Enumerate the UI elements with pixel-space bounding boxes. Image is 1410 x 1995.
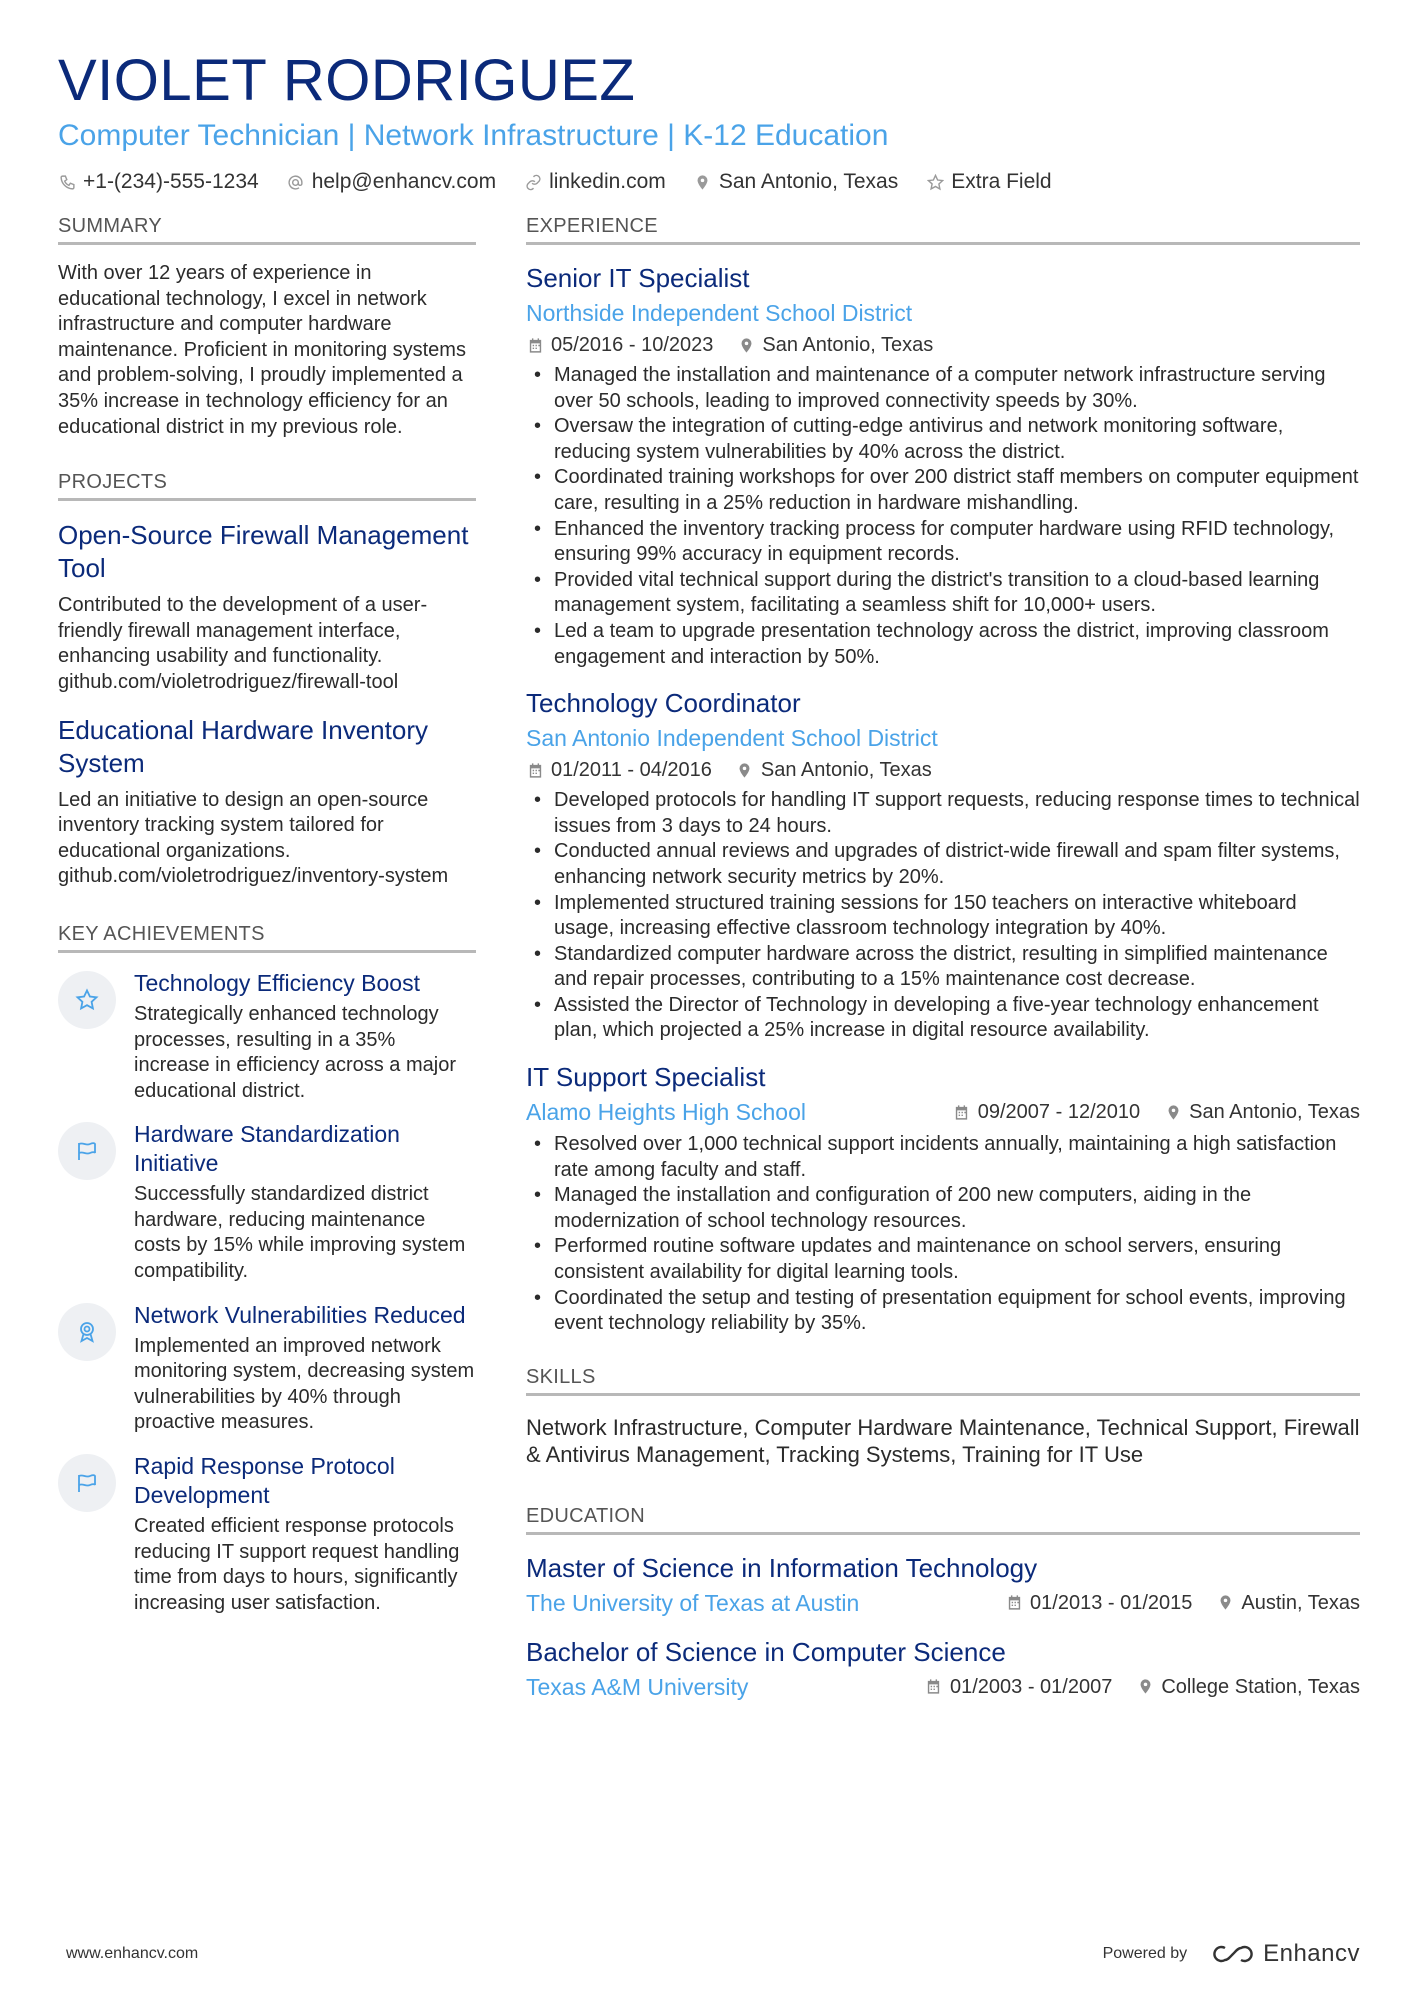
project-link[interactable]: github.com/violetrodriguez/inventory-system [58,865,449,888]
project-item [58,714,476,890]
job-meta [953,1098,1360,1126]
location-pin-icon [1136,1678,1154,1696]
contact-phone [58,170,259,194]
location-pin-icon [1164,1103,1182,1121]
job-dates [526,331,713,359]
job-meta [526,756,1360,784]
education-entry [526,1635,1360,1703]
resume-header [58,48,1358,194]
education-section [526,1502,1360,1703]
projects-heading: PROJECTS [58,468,476,501]
education-location [1216,1589,1360,1617]
education-location-text: College Station, Texas [1161,1675,1360,1698]
contact-location-text: San Antonio, Texas [718,170,899,193]
list-item: • Standardized computer hardware across the district, resulting in simplified maintenance and repair processes, contributing to a 15% maintenance cost decrease. [526,942,1360,993]
list-item: • Oversaw the integration of cutting-edge antivirus and network monitoring software, reducing system vulnerabilities by 40% across the district. [526,414,1360,465]
contact-phone-text: +1-(234)-555-1234 [83,170,259,193]
achievement-item [58,1452,476,1616]
calendar-icon [1005,1594,1023,1612]
job-dates-text: 01/2011 - 04/2016 [551,759,712,782]
location-pin-icon [694,173,712,191]
brand-logo[interactable] [1211,1940,1360,1968]
job-title: Senior IT Specialist [526,263,750,293]
list-item: • Implemented structured training sessions for 150 teachers on interactive whiteboard usage, increasing effective classroom technology integration by 40%. [526,891,1360,942]
job-bullets [526,788,1360,1044]
location-pin-icon [1216,1594,1234,1612]
job-bullets [526,363,1360,670]
calendar-icon [526,761,544,779]
education-dates [925,1673,1112,1701]
education-entry [526,1551,1360,1619]
summary-heading: SUMMARY [58,212,476,245]
project-link[interactable]: github.com/violetrodriguez/firewall-tool [58,670,399,693]
achievement-title: Rapid Response Protocol Development [134,1453,395,1509]
job-company-row [526,1094,1360,1128]
right-column [526,212,1360,1703]
location-pin-icon [736,761,754,779]
job-location [737,331,933,359]
education-meta [1005,1589,1360,1617]
school-name: Texas A&M University [526,1673,749,1700]
job-meta [526,331,1360,359]
list-item: • Led a team to upgrade presentation technology across the district, improving classroom engagement and interaction by 50%. [526,619,1360,670]
project-description [58,788,476,890]
brand-name: Enhancv [1263,1940,1360,1967]
skills-heading: SKILLS [526,1363,1360,1396]
project-item [58,519,476,695]
list-item: • Resolved over 1,000 technical support incidents annually, maintaining a high satisfaction rate among faculty and staff. [526,1132,1360,1183]
calendar-icon [953,1103,971,1121]
education-dates [1005,1589,1192,1617]
calendar-icon [526,336,544,354]
achievement-description: Strategically enhanced technology processes, resulting in a 35% increase in efficiency across a major educational district. [134,1002,456,1102]
candidate-name: VIOLET RODRIGUEZ [58,48,636,113]
job-company: San Antonio Independent School District [526,725,938,752]
education-meta [925,1673,1360,1701]
flag-icon [58,1454,116,1512]
contact-linkedin-text: linkedin.com [549,170,666,193]
education-location [1136,1673,1360,1701]
job-dates [526,756,712,784]
flag-icon [58,1122,116,1180]
achievement-title: Network Vulnerabilities Reduced [134,1301,466,1328]
job-location-text: San Antonio, Texas [762,334,934,356]
degree-title: Master of Science in Information Technology [526,1552,1038,1583]
project-title: Educational Hardware Inventory System [58,714,428,778]
powered-by [1103,1940,1360,1968]
summary-text: With over 12 years of experience in educational technology, I excel in network infrastructure and computer hardware maintenance. Proficient in monitoring systems and problem-solving, I proudly implemented a 35% increase in technology efficiency for an educational district in my previous role. [58,262,466,438]
job-location-text: San Antonio, Texas [1189,1101,1360,1124]
project-title: Open-Source Firewall Management Tool [58,520,469,584]
job-entry [526,261,1360,670]
education-dates-text: 01/2003 - 01/2007 [949,1675,1113,1698]
achievements-heading: KEY ACHIEVEMENTS [58,920,476,953]
degree-title: Bachelor of Science in Computer Science [526,1636,1006,1667]
projects-section [58,468,476,890]
job-dates [953,1098,1140,1126]
left-column [58,212,476,1616]
job-entry [526,686,1360,1044]
page-footer [66,1940,1360,1968]
achievement-description: Successfully standardized district hardware, reducing maintenance costs by 15% while improving system compatibility. [134,1183,466,1283]
contact-linkedin[interactable] [524,170,666,194]
achievement-title: Technology Efficiency Boost [134,969,420,996]
achievements-section [58,920,476,1617]
skills-section [526,1363,1360,1468]
school-name: The University of Texas at Austin [526,1589,860,1616]
job-location [1164,1098,1360,1126]
job-location [736,756,932,784]
education-heading: EDUCATION [526,1502,1360,1535]
contact-email[interactable] [287,170,496,194]
education-row [526,1585,1360,1619]
list-item: • Developed protocols for handling IT support requests, reducing response times to technical issues from 3 days to 24 hours. [526,788,1360,839]
award-icon [58,1303,116,1361]
achievement-item [58,1301,476,1436]
enhancv-logo-icon [1211,1943,1255,1965]
achievement-item [58,1120,476,1284]
location-pin-icon [737,336,755,354]
list-item: • Coordinated training workshops for over 200 district staff members on computer equipment care, resulting in a 25% reduction in hardware mishandling. [526,465,1360,516]
job-title: Technology Coordinator [526,688,801,719]
list-item: • Performed routine software updates and maintenance on school servers, ensuring consistent availability for digital learning tools. [526,1234,1360,1285]
education-location-text: Austin, Texas [1241,1591,1360,1614]
job-dates-text: 09/2007 - 12/2010 [977,1101,1141,1124]
job-entry [526,1060,1360,1337]
phone-icon [58,173,76,191]
skills-text: Network Infrastructure, Computer Hardware Maintenance, Technical Support, Firewall & Antivirus Management, Tracking Systems, Training for IT Use [526,1414,1360,1467]
job-bullets [526,1132,1360,1337]
job-location-text: San Antonio, Texas [760,759,932,782]
list-item: • Assisted the Director of Technology in developing a five-year technology enhancement plan, which projected a 25% increase in digital resource availability. [526,993,1360,1044]
education-dates-text: 01/2013 - 01/2015 [1030,1591,1193,1614]
list-item: • Conducted annual reviews and upgrades of district-wide firewall and spam filter systems, enhancing network security metrics by 20%. [526,839,1360,890]
project-description [58,593,476,695]
job-title: IT Support Specialist [526,1062,766,1093]
list-item: • Coordinated the setup and testing of presentation equipment for school events, improving event technology reliability by 35%. [526,1286,1360,1337]
calendar-icon [925,1678,943,1696]
job-company: Alamo Heights High School [526,1099,806,1126]
experience-section [526,212,1360,1337]
list-item: • Managed the installation and configuration of 200 new computers, aiding in the modernization of school technology resources. [526,1183,1360,1234]
contact-email-text: help@enhancv.com [311,170,497,193]
candidate-subtitle: Computer Technician | Network Infrastructure | K-12 Education [58,119,889,152]
job-dates-text: 05/2016 - 10/2023 [551,334,714,356]
list-item: • Enhanced the inventory tracking process for computer hardware using RFID technology, ensuring 99% accuracy in equipment records. [526,517,1360,568]
link-icon [524,173,542,191]
project-desc-text: Contributed to the development of a user-friendly firewall management interface, enhancing usability and functionality. [58,594,428,668]
achievement-item [58,969,476,1104]
achievement-description: Created efficient response protocols reducing IT support request handling time from days to hours, significantly increasing user satisfaction. [134,1515,460,1614]
star-icon [926,173,944,191]
summary-section [58,212,476,440]
contact-extra-text: Extra Field [951,170,1052,193]
list-item: • Managed the installation and maintenance of a computer network infrastructure serving over 50 schools, leading to improved connectivity speeds by 30%. [526,363,1360,414]
at-icon [287,173,305,191]
powered-by-label: Powered by [1102,1945,1188,1962]
star-icon [58,971,116,1029]
contact-location [694,170,898,194]
footer-website-link[interactable]: www.enhancv.com [66,1945,199,1962]
job-company: Northside Independent School District [526,300,913,326]
list-item: • Provided vital technical support during the district's transition to a cloud-based learning management system, facilitating a seamless shift for 10,000+ users. [526,568,1360,619]
project-desc-text: Led an initiative to design an open-source inventory tracking system tailored for educational organizations. [58,788,429,862]
education-row [526,1669,1360,1703]
achievement-title: Hardware Standardization Initiative [134,1121,400,1177]
achievement-description: Implemented an improved network monitoring system, decreasing system vulnerabilities by 40% through proactive measures. [134,1334,475,1434]
contact-extra [926,170,1051,194]
contact-bar [58,170,1358,194]
experience-heading: EXPERIENCE [526,212,1360,245]
